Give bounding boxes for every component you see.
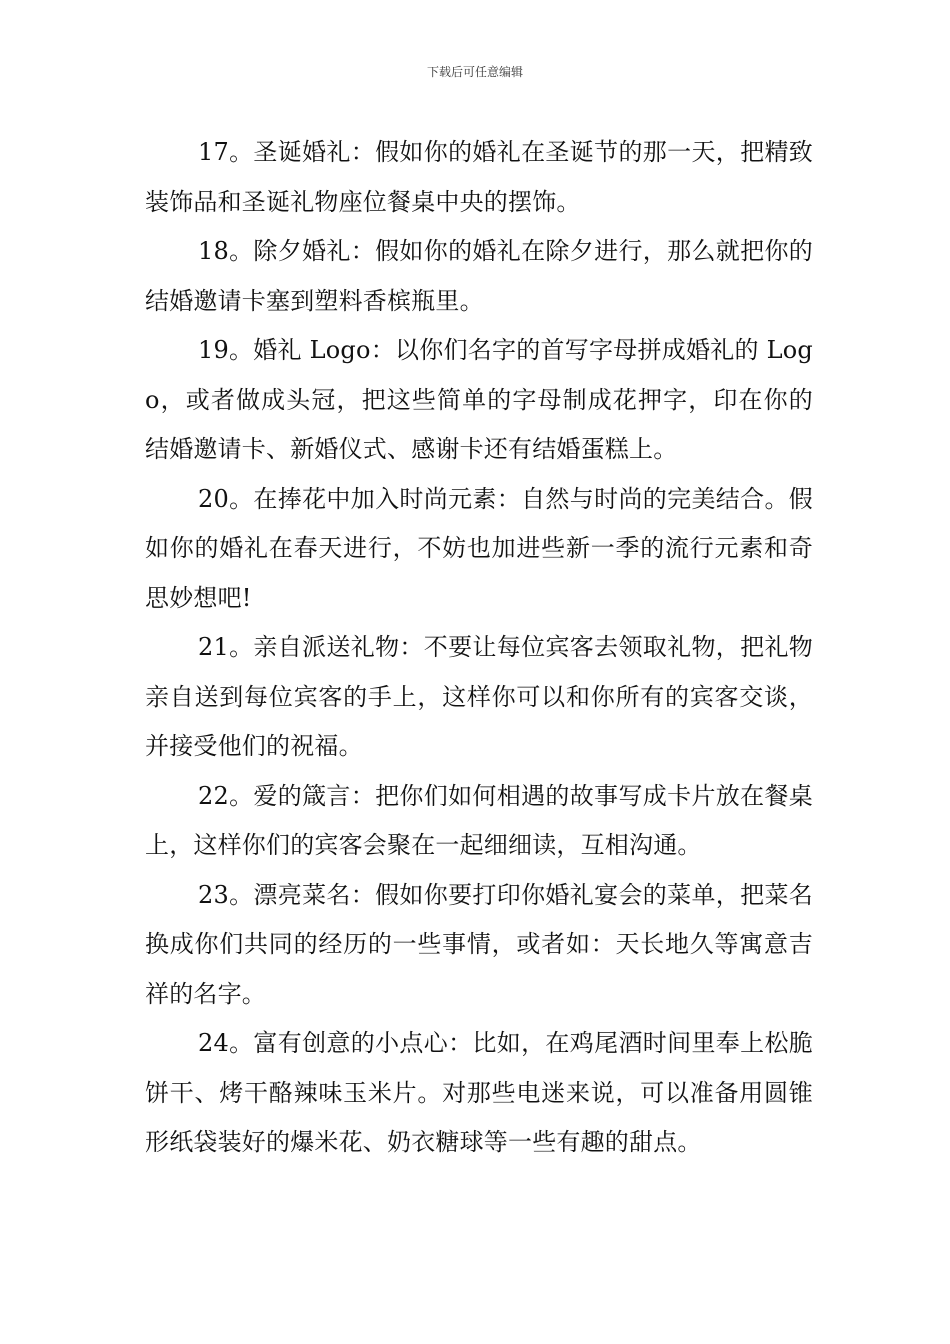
- paragraph-item-22: 22。爱的箴言：把你们如何相遇的故事写成卡片放在餐桌上，这样你们的宾客会聚在一起细细读，互相沟通。: [145, 781, 813, 859]
- document-body: [145, 128, 813, 1168]
- paragraph-item-20: 20。在捧花中加入时尚元素：自然与时尚的完美结合。假如你的婚礼在春天进行，不妨也加进些新一季的流行元素和奇思妙想吧!: [145, 484, 813, 612]
- paragraph-item-19: 19。婚礼 Logo：以你们名字的首写字母拼成婚礼的 Logo，或者做成头冠，把这些简单的字母制成花押字，印在你的结婚邀请卡、新婚仪式、感谢卡还有结婚蛋糕上。: [145, 336, 813, 463]
- paragraph-item-24: 24。富有创意的小点心：比如，在鸡尾酒时间里奉上松脆饼干、烤干酪辣味玉米片。对那些电迷来说，可以准备用圆锥形纸袋装好的爆米花、奶衣糖球等一些有趣的甜点。: [145, 1029, 813, 1156]
- paragraph-item-21: 21。亲自派送礼物：不要让每位宾客去领取礼物，把礼物亲自送到每位宾客的手上，这样你可以和你所有的宾客交谈，并接受他们的祝福。: [145, 633, 813, 760]
- paragraph-item-17: 17。圣诞婚礼：假如你的婚礼在圣诞节的那一天，把精致装饰品和圣诞礼物座位餐桌中央的摆饰。: [145, 138, 813, 216]
- paragraph-item-18: 18。除夕婚礼：假如你的婚礼在除夕进行，那么就把你的结婚邀请卡塞到塑料香槟瓶里。: [145, 237, 813, 315]
- paragraph-item-23: 23。漂亮菜名：假如你要打印你婚礼宴会的菜单，把菜名换成你们共同的经历的一些事情，或者如：天长地久等寓意吉祥的名字。: [145, 880, 813, 1008]
- page-header: 下载后可任意编辑: [426, 65, 523, 79]
